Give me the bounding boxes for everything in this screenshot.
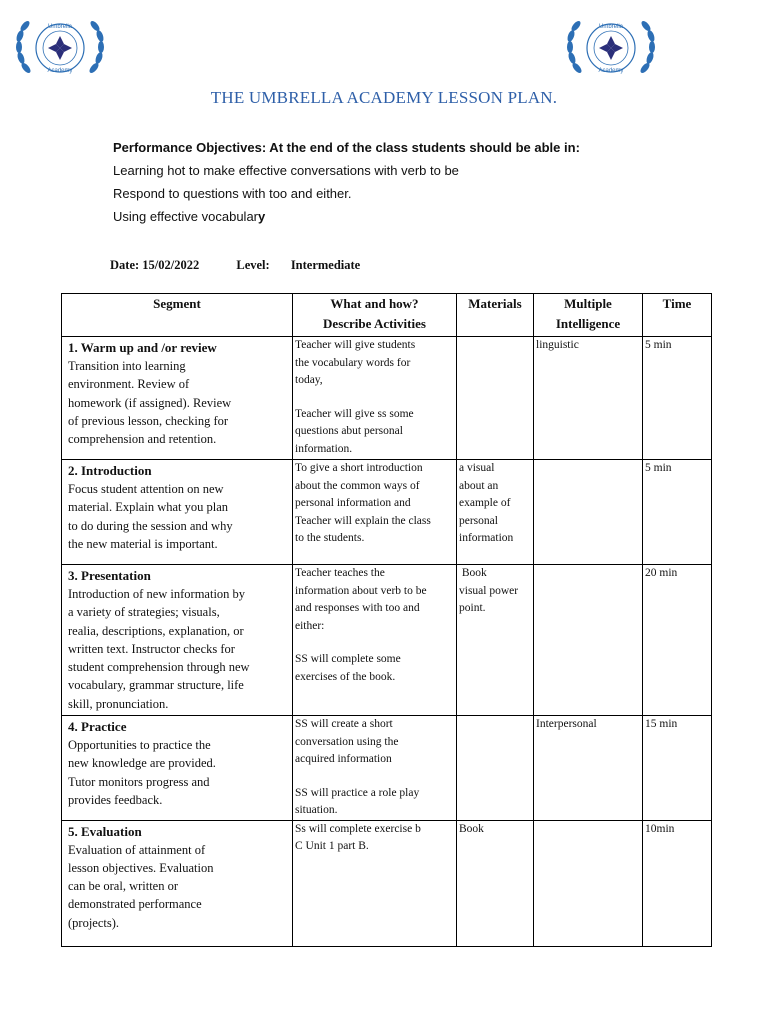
header-what-line2: Describe Activities xyxy=(323,316,426,331)
activity-line: SS will practice a role play xyxy=(295,786,420,799)
segment-cell xyxy=(62,820,293,946)
logo-text-top: Umbrella xyxy=(47,24,73,30)
lesson-plan-table xyxy=(61,293,712,947)
materials-line: visual power xyxy=(459,584,519,597)
page-title: THE UMBRELLA ACADEMY LESSON PLAN. xyxy=(210,88,558,107)
objective-item-bold-letter: y xyxy=(258,209,266,224)
academy-logo-left xyxy=(12,12,108,84)
activity-line: Teacher will give ss some xyxy=(295,407,414,420)
segment-desc-line: new knowledge are provided. xyxy=(68,756,216,771)
time-cell: 5 min xyxy=(643,460,712,565)
table-row xyxy=(62,820,712,946)
intelligence-cell xyxy=(534,820,643,946)
activity-line: either: xyxy=(295,619,325,632)
logo-text-bottom: Academy xyxy=(47,68,73,74)
table-row xyxy=(62,460,712,565)
segment-desc-line: Opportunities to practice the xyxy=(68,738,211,753)
materials-line: information xyxy=(459,532,514,544)
activity-cell xyxy=(293,337,457,460)
activity-line: questions abut personal xyxy=(295,425,403,437)
table-row xyxy=(62,565,712,716)
materials-cell xyxy=(457,716,534,821)
header-what-line1: What and how? xyxy=(330,296,419,311)
time-cell: 15 min xyxy=(643,716,712,821)
segment-desc-line: material. Explain what you plan xyxy=(68,500,229,515)
materials-line: example of xyxy=(459,497,511,509)
segment-desc-line: demonstrated performance xyxy=(68,897,202,912)
activity-line: and responses with too and xyxy=(295,602,420,614)
activity-line: conversation using the xyxy=(295,735,399,748)
materials-cell xyxy=(457,337,534,460)
time-cell: 10min xyxy=(643,820,712,946)
intelligence-cell: Interpersonal xyxy=(534,716,643,821)
level-value: Intermediate xyxy=(290,258,361,272)
header-multiple-intelligence xyxy=(534,294,643,337)
segment-cell xyxy=(62,565,293,716)
segment-desc-line: to do during the session and why xyxy=(68,518,233,533)
activity-line: to the students. xyxy=(295,532,365,544)
activity-line: SS will create a short xyxy=(295,718,393,731)
intelligence-cell: linguistic xyxy=(534,337,643,460)
segment-desc-line: homework (if assigned). Review xyxy=(68,395,232,410)
segment-desc-line: lesson objectives. Evaluation xyxy=(68,860,214,875)
segment-desc-line: of previous lesson, checking for xyxy=(68,413,229,428)
activity-line: the vocabulary words for xyxy=(295,356,411,369)
segment-description xyxy=(64,736,290,811)
segment-desc-line: Introduction of new information by xyxy=(68,587,246,601)
activity-cell xyxy=(293,460,457,565)
materials-line: point. xyxy=(459,602,486,614)
activity-line: personal information and xyxy=(295,497,411,509)
segment-title: 5. Evaluation xyxy=(68,823,142,839)
level-label: Level: xyxy=(236,258,270,272)
table-row xyxy=(62,337,712,460)
segment-description xyxy=(64,585,290,715)
segment-desc-line: provides feedback. xyxy=(68,792,163,807)
activity-line: To give a short introduction xyxy=(295,462,423,474)
activity-line: acquired information xyxy=(295,753,392,766)
segment-cell xyxy=(62,337,293,460)
intelligence-cell xyxy=(534,460,643,565)
segment-desc-line: a variety of strategies; visuals, xyxy=(68,605,220,620)
logo-text-top: Umbrella xyxy=(598,24,624,30)
segment-desc-line: (projects). xyxy=(68,915,120,930)
objective-item-text: Using effective vocabular xyxy=(113,209,259,224)
intelligence-cell xyxy=(534,565,643,716)
segment-desc-line: vocabulary, grammar structure, life xyxy=(68,678,244,693)
activity-line: information. xyxy=(295,442,353,455)
segment-cell xyxy=(62,716,293,821)
activity-line: information about verb to be xyxy=(295,584,427,597)
activity-line: C Unit 1 part B. xyxy=(295,840,369,853)
activity-line: situation. xyxy=(295,804,338,817)
segment-desc-line: skill, pronunciation. xyxy=(68,696,169,711)
objective-item: Respond to questions with too and either. xyxy=(113,186,352,201)
activity-line: Teacher will explain the class xyxy=(295,514,431,527)
segment-cell xyxy=(62,460,293,565)
materials-line: Book xyxy=(459,822,484,835)
segment-description xyxy=(64,841,290,934)
segment-desc-line: can be oral, written or xyxy=(68,879,179,894)
segment-title: 2. Introduction xyxy=(68,463,152,478)
segment-title: 4. Practice xyxy=(68,719,127,735)
time-cell: 20 min xyxy=(643,565,712,716)
materials-cell xyxy=(457,565,534,716)
materials-line: personal xyxy=(459,514,498,527)
segment-desc-line: Focus student attention on new xyxy=(68,482,224,496)
academy-logo-right xyxy=(563,12,659,84)
header-materials: Materials xyxy=(457,294,534,337)
header-what-and-how xyxy=(293,294,457,337)
materials-line: a visual xyxy=(459,462,495,474)
materials-cell xyxy=(457,820,534,946)
segment-desc-line: written text. Instructor checks for xyxy=(68,641,235,656)
segment-desc-line: Evaluation of attainment of xyxy=(68,842,206,857)
header-multiple-line2: Intelligence xyxy=(555,316,621,331)
segment-desc-line: the new material is important. xyxy=(68,536,218,551)
activity-line: Teacher will give students xyxy=(295,339,416,351)
activity-line: Ss will complete exercise b xyxy=(295,822,421,835)
segment-desc-line: environment. Review of xyxy=(68,377,190,392)
header-multiple-line1: Multiple xyxy=(564,296,612,311)
activity-line: exercises of the book. xyxy=(295,670,396,683)
activity-cell xyxy=(293,565,457,716)
materials-line: Book xyxy=(459,567,487,579)
activity-cell xyxy=(293,820,457,946)
materials-cell xyxy=(457,460,534,565)
segment-desc-line: Tutor monitors progress and xyxy=(68,774,210,789)
performance-objectives xyxy=(113,140,733,232)
segment-desc-line: Transition into learning xyxy=(68,359,186,373)
activity-line: Teacher teaches the xyxy=(295,567,385,579)
lesson-meta xyxy=(110,258,360,273)
segment-desc-line: realia, descriptions, explanation, or xyxy=(68,623,244,638)
segment-desc-line: comprehension and retention. xyxy=(68,432,217,447)
header-time: Time xyxy=(643,294,712,337)
lesson-date: Date: 15/02/2022 xyxy=(110,258,200,272)
segment-description xyxy=(64,480,290,555)
activity-line: about the common ways of xyxy=(295,479,420,492)
time-cell: 5 min xyxy=(643,337,712,460)
table-row xyxy=(62,716,712,821)
objective-item xyxy=(113,209,733,225)
segment-title: 1. Warm up and /or review xyxy=(68,340,217,355)
segment-description xyxy=(64,357,290,450)
segment-desc-line: student comprehension through new xyxy=(68,660,250,675)
logo-text-bottom: Academy xyxy=(598,68,624,74)
activity-line: SS will complete some xyxy=(295,653,401,665)
segment-title: 3. Presentation xyxy=(68,568,151,583)
objective-item: Learning hot to make effective conversations with verb to be xyxy=(113,163,459,178)
objectives-heading: Performance Objectives: At the end of the class students should be able in: xyxy=(113,140,580,155)
header-segment: Segment xyxy=(62,294,293,337)
activity-line: today, xyxy=(295,374,323,386)
activity-cell xyxy=(293,716,457,821)
materials-line: about an xyxy=(459,479,499,492)
